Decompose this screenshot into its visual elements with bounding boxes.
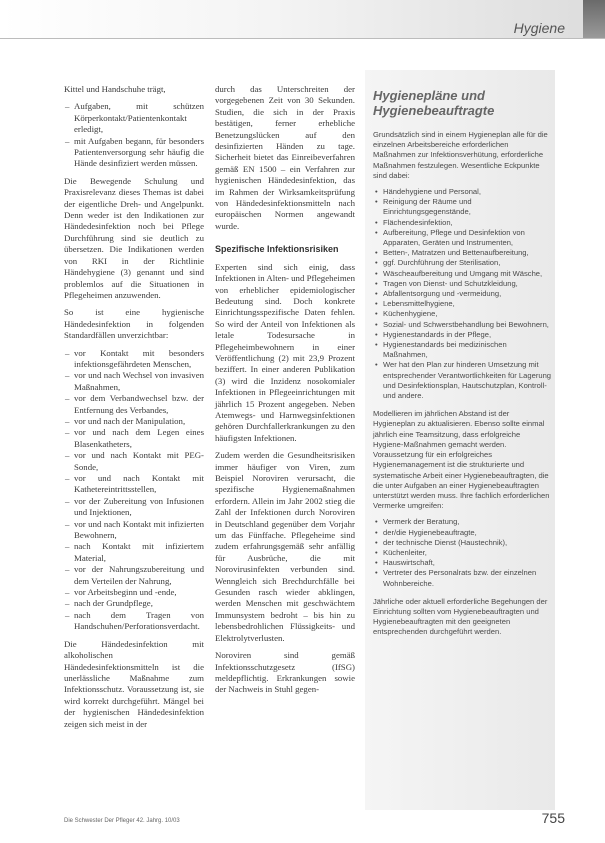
paragraph: Die Bewegende Schulung und Praxisrelevanz dieses Themas ist dabei der eigentliche Dreh- und Angelpunkt. Denn weder ist den Indikationen zur Händedesinfektion noch bei Pflege Durchführung sind sie deutlich zu übersetzen. Die Indikationen werden von RKI in der Richtlinie Händehygiene (3) genannt und sind problemlos auf die Situationen in Pflegeheimen anzuwenden.: [64, 175, 204, 300]
text-column-middle: [215, 84, 355, 702]
header-band-dark-end: [583, 0, 605, 38]
info-box-title: Hygienepläne und Hygienebeauftragte: [373, 88, 495, 118]
list-item: • Wäscheaufbereitung und Umgang mit Wäsche,: [383, 269, 551, 279]
list-item: • Hygienestandards bei medizinischen Maßnahmen,: [383, 340, 551, 360]
list-item: • Abfallentsorgung und -vermeidung,: [383, 289, 551, 299]
paragraph: Die Händedesinfektion mit alkoholischen Händedesinfektionsmitteln ist die unerlässliche Maßnahme zum Infektionsschutz. Voraussetzung ist, sie wird korrekt durchgeführt. Mängel bei der hygienischen Händedesinfektion zeigen sich meist in der: [64, 638, 204, 729]
column_a-list: [64, 101, 204, 169]
list-item: • Küchenleiter,: [383, 548, 551, 558]
list-item: • Betten-, Matratzen und Bettenaufbereitung,: [383, 248, 551, 258]
list-item: • Aufbereitung, Pflege und Desinfektion von Apparaten, Geräten und Instrumenten,: [383, 228, 551, 248]
list-item: • Lebensmittelhygiene,: [383, 299, 551, 309]
info-box-list-2: [373, 517, 551, 588]
info-box-list-1: [373, 187, 551, 401]
list-item: • Vertreter des Personalrats bzw. der einzelnen Wohnbereiche.: [383, 568, 551, 588]
paragraph: Noroviren sind gemäß Infektionsschutzgesetz (IfSG) meldepflichtig. Erkrankungen sowie der Nachweis in Stuhl gegen-: [215, 650, 355, 695]
page-number: 755: [541, 810, 565, 826]
list-item: • Hygienestandards in der Pflege,: [383, 330, 551, 340]
list-item: – vor und nach Wechsel von invasiven Maßnahmen,: [74, 370, 204, 393]
list-item: • Flächendesinfektion,: [383, 218, 551, 228]
paragraph: Experten sind sich einig, dass Infektionen in Alten- und Pflegeheimen von erheblicher epidemiologischer Bedeutung sind. Doch konkrete Einrichtungsspezifische Daten fehlen. So wird der Anteil von Infektionen als letale Todesursache in Pflegeheimbewohnern in einer Veröffentlichung (2) mit 23,9 Prozent beziffert. In einer anderen Publikation (3) wird die Inzidenz nosokomialer Infektionen in Pflegeeinrichtungen mit jährlich 15 Prozent angegeben. Neben Atemwegs- und Harnwegsinfektionen gehören Durchfallerkrankungen zu den häufigsten Infektionen.: [215, 261, 355, 443]
list-item: – mit Aufgaben begann, für besonders Patientenversorgung sehr häufig die Hände desinfiziert werden müssen.: [74, 136, 204, 170]
list-item: • Vermerk der Beratung,: [383, 517, 551, 527]
list-item: – vor und nach dem Legen eines Blasenkatheters,: [74, 427, 204, 450]
list-item: – nach Kontakt mit infiziertem Material,: [74, 541, 204, 564]
list-item: – Aufgaben, mit schützen Körperkontakt/Patientenkontakt erledigt,: [74, 101, 204, 135]
footer-citation: Die Schwester Der Pfleger 42. Jahrg. 10/03: [64, 818, 180, 824]
list-item: – nach der Grundpflege,: [74, 598, 204, 609]
header-rule: [0, 38, 605, 39]
list-item: • Wer hat den Plan zur hinderen Umsetzung mit entsprechender Verantwortlichkeiten für Lagerung und Desinfektionsplan, Hautschutzplan, Kontroll- und andere.: [383, 360, 551, 401]
list-item: – vor Arbeitsbeginn und -ende,: [74, 587, 204, 598]
paragraph: So ist eine hygienische Händedesinfektion in folgenden Standardfällen unverzichtbar:: [64, 307, 204, 341]
list-item: – vor Kontakt mit besonders infektionsgefährdeten Menschen,: [74, 348, 204, 371]
info-box: [365, 70, 555, 810]
list-item: – nach dem Tragen von Handschuhen/Perforationsverdacht.: [74, 610, 204, 633]
list-item: – vor und nach Kontakt mit infizierten Bewohnern,: [74, 519, 204, 542]
paragraph: Zudem werden die Gesundheitsrisiken immer häufiger von Viren, zum Beispiel Noroviren verursacht, die spezifische Hygienemaßnahmen erfordern. Allein im Jahr 2002 stieg die Zahl der Infektionen durch Noroviren in Deutschland gegenüber dem Vorjahr um das Fünffache. Pflegeheime sind zudem erfahrungsgemäß sehr anfällig für Ausbrüche, die mit Norovirusinfekten verbunden sind. Wenngleich sich Brechdurchfälle bei Gesunden rasch wieder abklingen, werden Menschen mit geschwächtem Immunsystem bedroht – bis hin zu lebensbedrohlichen Flüssigkeits- und Elektrolytverlusten.: [215, 450, 355, 643]
list-item: • der/die Hygienebeauftragte,: [383, 528, 551, 538]
list-item: • der technische Dienst (Haustechnik),: [383, 538, 551, 548]
info-box-paragraph-3: Jährliche oder aktuell erforderliche Begehungen der Einrichtung sollten vom Hygienebeauftragten und Hygienebeauftragten mit den geeigneten entsprechenden durchgeführt werden.: [373, 596, 548, 637]
list-item: – vor und nach der Manipulation,: [74, 416, 204, 427]
list-item: – vor der Nahrungszubereitung und dem Verteilen der Nahrung,: [74, 564, 204, 587]
list-item: • Hauswirtschaft,: [383, 558, 551, 568]
text-column-left: [64, 84, 204, 736]
list-item: • Tragen von Dienst- und Schutzkleidung,: [383, 279, 551, 289]
info-box-paragraph-2: Modellieren im jährlichen Abstand ist der Hygieneplan zu aktualisieren. Ebenso sollte einmal jährlich eine Teamsitzung, dass erfolgreiche Hygiene-Maßnahmen gemacht werden. Voraussetzung für ein erfolgreiches Hygienemanagement ist die strukturierte und systematische Arbeit einer Hygienebeauftragten, die die unter Aufgaben an einer Hygienebeauftragten unterstützt werden muss. Ihre fachlich erforderlichen Vermerke umgreifen:: [373, 409, 550, 511]
list-item: • Händehygiene und Personal,: [383, 187, 551, 197]
list-item: • Sozial- und Schwerstbehandlung bei Bewohnern,: [383, 320, 551, 330]
list-item: – vor und nach Kontakt mit Kathetereintrittsstellen,: [74, 473, 204, 496]
list-item: – vor dem Verbandwechsel bzw. der Entfernung des Verbandes,: [74, 393, 204, 416]
paragraph: durch das Unterschreiten der vorgegebenen Zeit von 30 Sekunden. Studien, die sich in der Praxis bestätigen, ferner erhebliche Benetzungslücken auf den desinfizierten Händen zu tage. Sicherheit bietet das Einreibeverfahren gemäß EN 1500 – ein Verfahren zur hygienischen Händedesinfektion, das im Rahmen der Wirksamkeitsprüfung von Händedesinfektionsmitteln nach europäischen Normen angewandt wurde.: [215, 84, 355, 231]
column_a-list: [64, 348, 204, 633]
subheading: Spezifische Infektionsrisiken: [215, 244, 339, 255]
info-box-intro: Grundsätzlich sind in einem Hygieneplan alle für die einzelnen Arbeitsbereiche erforderlichen Maßnahmen zur Infektionsverhütung, erforderliche Maßnahmen festzulegen. Wesentliche Eckpunkte sind dabei:: [373, 130, 548, 180]
section-title: Hygiene: [513, 20, 565, 36]
list-item: • ggf. Durchführung der Sterilisation,: [383, 258, 551, 268]
list-item: • Reinigung der Räume und Einrichtungsgegenstände,: [383, 197, 551, 217]
paragraph: Kittel und Handschuhe trägt,: [64, 84, 166, 94]
list-item: – vor der Zubereitung von Infusionen und Injektionen,: [74, 496, 204, 519]
list-item: • Küchenhygiene,: [383, 309, 551, 319]
list-item: – vor und nach Kontakt mit PEG-Sonde,: [74, 450, 204, 473]
